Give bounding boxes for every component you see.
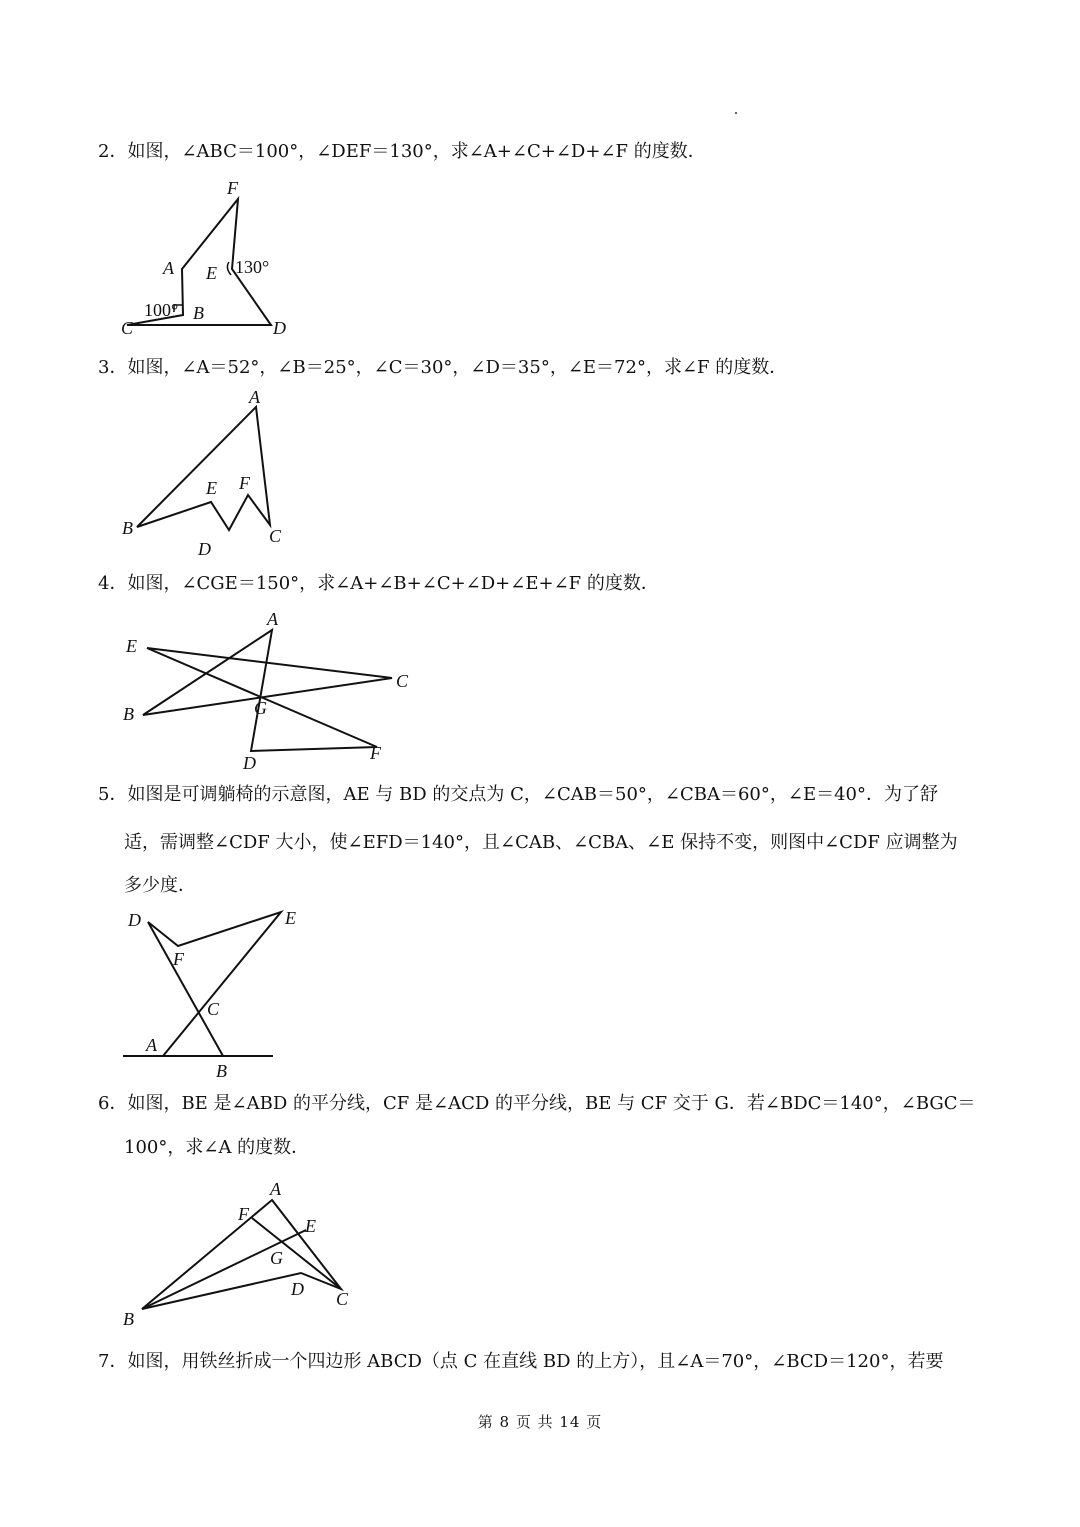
fig3-label-e: E: [206, 478, 217, 498]
fig3-outline: [137, 407, 270, 530]
figure-q4: [115, 605, 425, 775]
fig4-label-c: C: [396, 671, 409, 691]
question-5-line-1: 5．如图是可调躺椅的示意图，AE 与 BD 的交点为 C，∠CAB＝50°，∠CBA＝60°，∠E＝40°．为了舒: [98, 784, 939, 805]
fig3-label-a: A: [249, 387, 260, 407]
question-6-line-1: 6．如图，BE 是∠ABD 的平分线，CF 是∠ACD 的平分线，BE 与 CF 交于 G．若∠BDC＝140°，∠BGC＝: [98, 1093, 976, 1114]
fig6-label-c: C: [336, 1289, 349, 1309]
fig6-label-f: F: [238, 1204, 249, 1224]
fig3-label-c: C: [269, 526, 282, 546]
fig6-label-a: A: [270, 1179, 281, 1199]
fig3-label-f: F: [239, 473, 250, 493]
question-3-text: 3．如图，∠A＝52°，∠B＝25°，∠C＝30°，∠D＝35°，∠E＝72°，求∠F 的度数．: [98, 357, 788, 378]
fig5-label-f: F: [173, 949, 184, 969]
fig2-angle-mark-e: [227, 262, 231, 275]
question-2-text: 2．如图，∠ABC＝100°，∠DEF＝130°，求∠A+∠C+∠D+∠F 的度数．: [98, 141, 706, 162]
fig4-label-a: A: [267, 609, 278, 629]
fig5-label-a: A: [146, 1035, 157, 1055]
question-4-text: 4．如图，∠CGE＝150°，求∠A+∠B+∠C+∠D+∠E+∠F 的度数．: [98, 573, 659, 594]
fig6-label-g: G: [270, 1248, 283, 1268]
question-5-line-2: 适，需调整∠CDF 大小，使∠EFD＝140°，且∠CAB、∠CBA、∠E 保持不变，则图中∠CDF 应调整为: [124, 832, 958, 853]
fig2-label-d: D: [273, 318, 286, 338]
fig2-label-130: 130°: [235, 257, 270, 277]
fig5-label-e: E: [285, 908, 296, 928]
fig2-label-f: F: [227, 178, 238, 198]
fig3-label-d: D: [198, 539, 211, 559]
fig4-star-lines: [143, 630, 392, 751]
fig6-label-b: B: [123, 1309, 134, 1329]
fig3-label-b: B: [122, 518, 133, 538]
fig4-label-d: D: [243, 753, 256, 773]
fig5-label-d: D: [128, 910, 141, 930]
fig2-label-a: A: [163, 258, 174, 278]
figure-q2: [115, 175, 305, 345]
figure-q5: [115, 900, 315, 1085]
fig5-chair-lines: [148, 912, 281, 1056]
fig2-label-b: B: [193, 303, 204, 323]
question-7-text: 7．如图，用铁丝折成一个四边形 ABCD（点 C 在直线 BD 的上方），且∠A＝70°，∠BCD＝120°，若要: [98, 1351, 944, 1372]
fig5-label-b: B: [216, 1061, 227, 1081]
fig4-label-f: F: [370, 743, 381, 763]
question-6-line-2: 100°，求∠A 的度数．: [124, 1137, 310, 1158]
fig6-label-e: E: [305, 1216, 316, 1236]
question-5-line-3: 多少度．: [124, 875, 196, 896]
scan-dot: [735, 112, 737, 114]
figure-q3: [115, 385, 305, 560]
fig5-label-c: C: [207, 999, 220, 1019]
fig4-label-g: G: [254, 698, 267, 718]
fig6-label-d: D: [291, 1279, 304, 1299]
fig2-label-e: E: [206, 263, 217, 283]
fig4-label-b: B: [123, 704, 134, 724]
page-footer: 第 8 页 共 14 页: [477, 1413, 603, 1431]
figure-q6: [115, 1175, 365, 1330]
fig2-label-100: 100°: [144, 300, 179, 320]
fig4-label-e: E: [126, 636, 137, 656]
fig2-label-c: C: [121, 318, 134, 338]
